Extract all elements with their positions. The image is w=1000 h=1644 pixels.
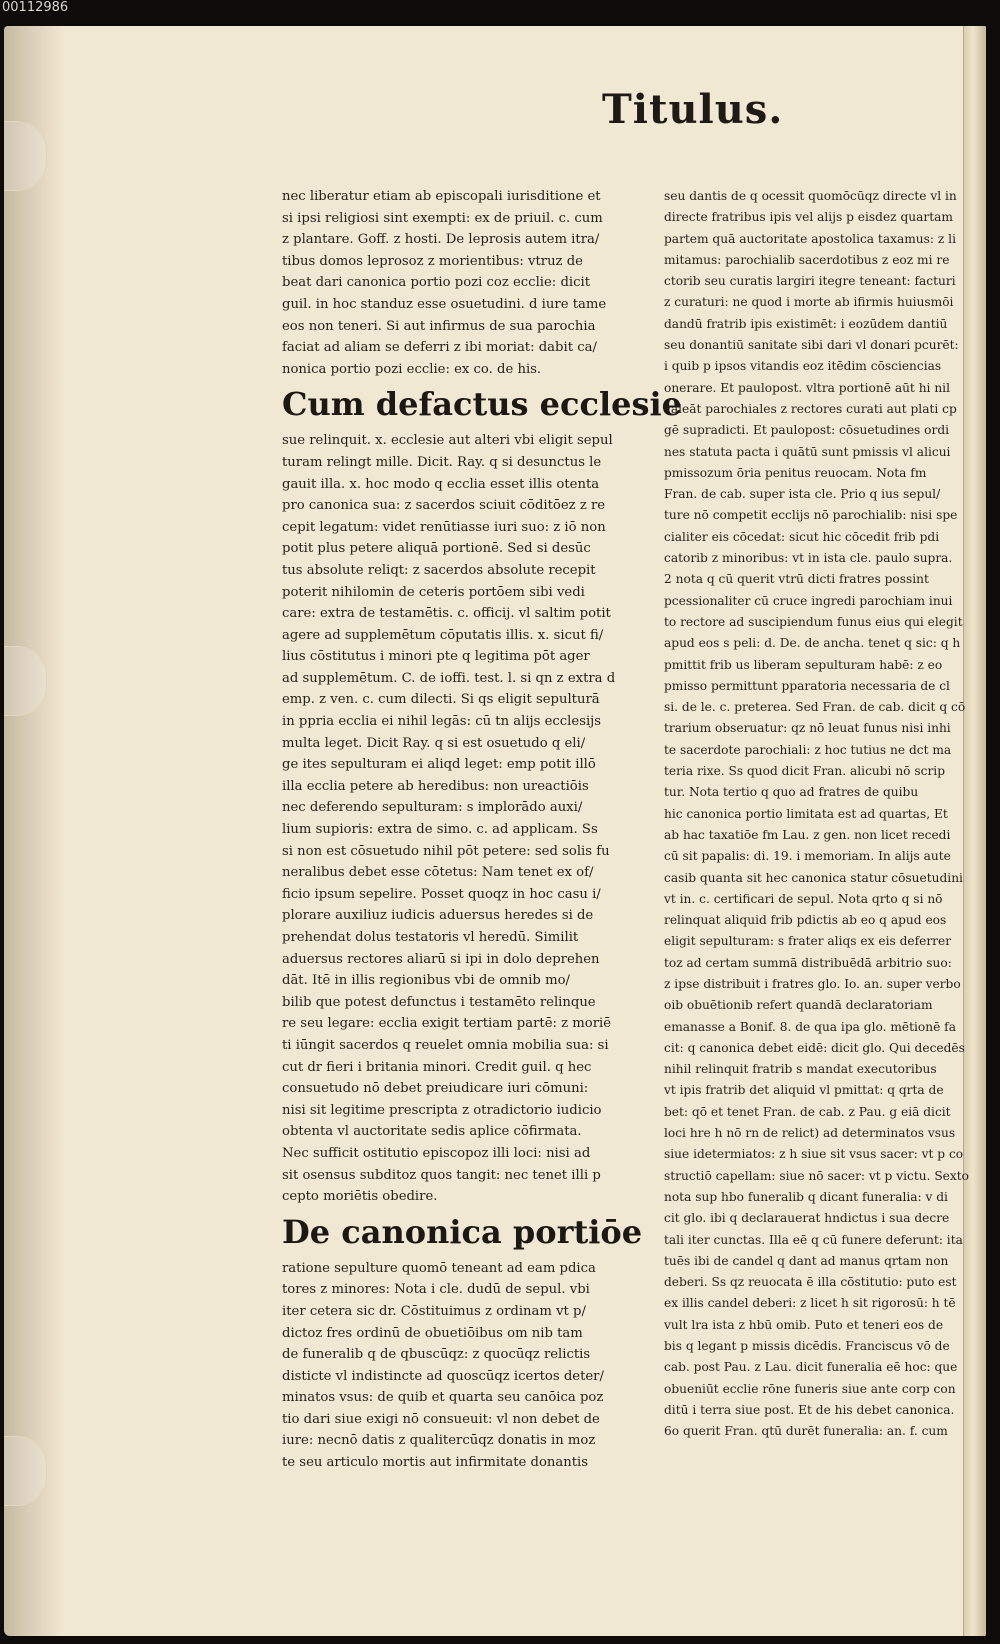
- text-line: 2 nota q cū querit vtrū dicti fratres possint: [664, 572, 929, 587]
- text-line: cab. post Pau. z Lau. dicit funeralia eē hoc: que: [664, 1360, 958, 1375]
- text-line: onerare. Et paulopost. vltra portionē aūt hi nil: [664, 380, 950, 395]
- text-line: cialiter eis cōcedat: sicut hic cōcedit frib pdi: [664, 529, 940, 544]
- text-line: valeāt parochiales z rectores curati aut plati cp: [664, 401, 957, 416]
- text-line: tali iter cunctas. Illa eē q cū funere deferunt: ita: [664, 1232, 963, 1247]
- text-line: de funeralib q de qbuscūqz: z quocūqz relictis: [282, 1347, 591, 1363]
- text-line: cepit legatum: videt renūtiasse iuri suo: z iō non: [282, 519, 606, 535]
- text-line: nec liberatur etiam ab episcopali iurisditione et: [282, 189, 601, 204]
- text-line: poterit nihilomin de ceteris portōem sibi vedi: [282, 584, 585, 600]
- text-line: minatos vsus: de quib et quarta seu canōica poz: [282, 1390, 604, 1406]
- running-head-initial: T: [602, 86, 633, 133]
- text-line: multa leget. Dicit Ray. q si est osuetudo q eli/: [282, 735, 586, 751]
- text-line: pmisso permittunt pparatoria necessaria de cl: [664, 678, 950, 693]
- section-heading-1: Cum defactus ecclesie: [282, 385, 683, 424]
- left-column: [282, 186, 683, 1474]
- text-line: structiō capellam: siue nō sacer: vt p victu. Sexto: [664, 1168, 969, 1183]
- text-line: teria rixe. Ss quod dicit Fran. alicubi nō scrip: [664, 764, 945, 779]
- text-line: trarium obseruatur: qz nō leuat funus nisi inhi: [664, 721, 951, 736]
- text-line: directe fratribus ipis vel alijs p eisdez quartam: [664, 210, 953, 225]
- text-line: plorare auxiliuz iudicis aduersus heredes si de: [282, 908, 594, 924]
- text-line: relinquat aliquid frib pdictis ab eo q apud eos: [664, 913, 947, 928]
- text-line: si non est cōsuetudo nihil pōt petere: sed solis fu: [282, 843, 610, 859]
- text-line: ex illis candel deberi: z licet h sit rigorosū: h tē: [664, 1296, 956, 1311]
- text-line: ab hac taxatiōe fm Lau. z gen. non licet recedi: [664, 827, 951, 842]
- text-line: vt ipis fratrib det aliquid vl pmittat: q qrta de: [664, 1083, 944, 1098]
- text-line: ratione sepulture quomō teneant ad eam pdica: [282, 1260, 596, 1276]
- text-line: tur. Nota tertio q quo ad fratres de quibu: [664, 785, 919, 800]
- text-line: ge ites sepulturam ei aliqd leget: emp potit illō: [282, 757, 596, 773]
- text-block-3: [282, 1258, 632, 1474]
- text-line: disticte vl indistincte ad quoscūqz icertos deter/: [282, 1368, 604, 1384]
- text-line: eligit sepulturam: s frater aliqs ex eis deferrer: [664, 934, 952, 949]
- running-head: [602, 86, 783, 133]
- text-line: nihil relinquit fratrib s mandat executoribus: [664, 1062, 937, 1077]
- text-line: aduersus rectores aliarū si ipi in dolo deprehen: [282, 951, 600, 967]
- text-line: z curaturi: ne quod i morte ab ifirmis huiusmōi: [664, 295, 954, 310]
- text-line: Fran. de cab. super ista cle. Prio q ius sepul/: [664, 487, 941, 502]
- text-line: z ipse distribuit i fratres glo. Io. an. super verbo: [664, 976, 961, 991]
- text-line: tio dari siue exigi nō consueuit: vl non debet de: [282, 1411, 600, 1427]
- text-line: ture nō competit ecclijs nō parochialib: nisi spe: [664, 508, 958, 523]
- text-line: to rectore ad suscipiendum funus eius qui elegit: [664, 614, 963, 629]
- text-line: deberi. Ss qz reuocata ē illa cōstitutio: puto est: [664, 1275, 957, 1290]
- text-line: gē supradicti. Et paulopost: cōsuetudines ordi: [664, 423, 950, 438]
- text-line: turam relingt mille. Dicit. Ray. q si desunctus le: [282, 454, 602, 470]
- gutter-shadow: [4, 26, 64, 1636]
- text-line: i quib p ipsos vitandis eoz itēdim cōsciencias: [664, 359, 942, 374]
- text-line: si ipsi religiosi sint exempti: ex de priuil. c. cum: [282, 210, 603, 226]
- text-line: ficio ipsum sepelire. Posset quoqz in hoc casu i/: [282, 886, 601, 902]
- text-line: cū sit papalis: di. 19. i memoriam. In alijs aute: [664, 849, 951, 864]
- text-line: re seu legare: ecclia exigit tertiam partē: z moriē: [282, 1016, 612, 1032]
- text-line: faciat ad aliam se deferri z ibi moriat: dabit ca/: [282, 340, 597, 356]
- text-line: nisi sit legitime prescripta z otradictorio iudicio: [282, 1102, 602, 1118]
- text-line: tibus domos leprosoz z morientibus: vtruz de: [282, 253, 583, 269]
- text-line: siue idetermiatos: z h siue sit vsus sacer: vt p co: [664, 1147, 964, 1162]
- text-line: nota sup hbo funeralib q dicant funeralia: v di: [664, 1189, 948, 1204]
- text-line: obtenta vl auctoritate sedis aplice cōfirmata.: [282, 1124, 582, 1140]
- text-line: ditū i terra siue post. Et de his debet canonica.: [664, 1402, 955, 1417]
- text-line: te seu articulo mortis aut infirmitate donantis: [282, 1455, 589, 1471]
- scan-label: 00112986: [2, 0, 69, 15]
- text-line: vt in. c. certificari de sepul. Nota qrto q si nō: [664, 891, 943, 906]
- text-line: tus absolute reliqt: z sacerdos absolute recepit: [282, 562, 596, 578]
- book-page: [4, 26, 986, 1636]
- section-heading-2: De canonica portiōe: [282, 1212, 643, 1251]
- text-line: ti iūngit sacerdos q reuelet omnia mobilia sua: si: [282, 1037, 609, 1053]
- text-line: 6o querit Fran. qtū durēt funeralia: an. f. cum: [664, 1424, 948, 1439]
- text-line: apud eos s peli: d. De. de ancha. tenet q sic: q h: [664, 636, 961, 651]
- text-line: gauit illa. x. hoc modo q ecclia esset illis otenta: [282, 476, 600, 492]
- text-line: vult lra ista z hbū omib. Puto et teneri eos de: [664, 1317, 944, 1332]
- text-line: sue relinquit. x. ecclesie aut alteri vbi eligit sepul: [282, 433, 613, 449]
- text-line: cit glo. ibi q declarauerat hndictus i sua decre: [664, 1211, 950, 1226]
- text-line: dictoz fres ordinū de obuetiōibus om nib tam: [282, 1325, 583, 1341]
- text-line: dāt. Itē in illis regionibus vbi de omnib mo/: [282, 973, 570, 989]
- text-line: agere ad supplemētum cōputatis illis. x. sicut fi/: [282, 627, 604, 643]
- running-head-rest: itulus.: [632, 86, 784, 133]
- text-line: sit osensus subditoz quos tangit: nec tenet illi p: [282, 1167, 601, 1183]
- text-line: neralibus debet esse cōtetus: Nam tenet ex of/: [282, 865, 594, 881]
- text-line: emanasse a Bonif. 8. de qua ipa glo. mētionē fa: [664, 1019, 956, 1034]
- text-line: tores z minores: Nota i cle. dudū de sepul. vbi: [282, 1282, 590, 1298]
- text-line: nec deferendo sepulturam: s implorādo auxi/: [282, 800, 583, 816]
- text-line: toz ad certam summā distribuēdā arbitrio suo:: [664, 955, 952, 970]
- text-line: emp. z ven. c. cum dilecti. Si qs eligit sepulturā: [282, 692, 600, 708]
- text-line: lius cōstitutus i minori pte q legitima pōt ager: [282, 649, 590, 665]
- text-line: bilib que potest defunctus i testamēto relinque: [282, 994, 596, 1010]
- text-line: seu dantis de q ocessit quomōcūqz directe vl in: [664, 189, 957, 203]
- text-line: cit: q canonica debet eidē: dicit glo. Qui decedēs: [664, 1040, 965, 1055]
- text-line: tuēs ibi de candel q dant ad manus qrtam non: [664, 1253, 949, 1268]
- text-line: consuetudo nō debet preiudicare iuri cōmuni:: [282, 1081, 589, 1097]
- text-line: bis q legant p missis dicēdis. Franciscus vō de: [664, 1339, 950, 1354]
- text-line: dandū fratrib ipis existimēt: i eozūdem dantiū: [664, 316, 948, 331]
- text-line: casib quanta sit hec canonica statur cōsuetudini: [664, 870, 963, 885]
- text-block-2: [282, 430, 632, 1207]
- text-line: lium supioris: extra de simo. c. ad applicam. Ss: [282, 822, 598, 838]
- text-line: obueniūt ecclie rōne funeris siue ante corp con: [664, 1381, 956, 1396]
- text-line: z plantare. Goff. z hosti. De leprosis autem itra/: [282, 232, 600, 248]
- text-line: pmissozum ōria penitus reuocam. Nota fm: [664, 465, 927, 480]
- text-line: prehendat dolus testatoris vl heredū. Similit: [282, 930, 579, 945]
- text-line: Nec sufficit ostitutio episcopoz illi loci: nisi ad: [282, 1145, 591, 1161]
- text-line: si. de le. c. preterea. Sed Fran. de cab. dicit q cō: [664, 700, 966, 715]
- text-line: nonica portio pozi ecclie: ex co. de his.: [282, 361, 542, 377]
- text-line: cepto moriētis obedire.: [282, 1189, 438, 1205]
- text-line: cut dr fieri i britania minori. Credit guil. q hec: [282, 1059, 592, 1075]
- text-line: ctorib seu curatis largiri itegre teneant: facturi: [664, 274, 956, 289]
- text-line: pmittit frib us liberam sepulturam habē: z eo: [664, 657, 943, 672]
- text-line: beat dari canonica portio pozi coz ecclie: dicit: [282, 275, 591, 291]
- text-line: potit plus petere aliquā portionē. Sed si desūc: [282, 541, 591, 557]
- text-line: pro canonica sua: z sacerdos sciuit cōditōez z re: [282, 498, 606, 514]
- text-line: bet: qō et tenet Fran. de cab. z Pau. g eiā dicit: [664, 1104, 951, 1119]
- text-line: eos non teneri. Si aut infirmus de sua parochia: [282, 318, 596, 334]
- text-line: hic canonica portio limitata est ad quartas, Et: [664, 806, 948, 821]
- text-line: seu donantiū sanitate sibi dari vl donari pcurēt:: [664, 338, 959, 353]
- text-line: pcessionaliter cū cruce ingredi parochiam inui: [664, 593, 953, 608]
- text-line: iure: necnō datis z qualitercūqz donatis in moz: [282, 1433, 596, 1449]
- text-line: catorib z minoribus: vt in ista cle. paulo supra.: [664, 551, 953, 566]
- text-line: mitamus: parochialib sacerdotibus z eoz mi re: [664, 252, 950, 267]
- text-line: care: extra de testamētis. c. officij. vl saltim potit: [282, 606, 611, 622]
- text-line: oib obuētionib refert quandā declaratoriam: [664, 998, 933, 1013]
- text-line: iter cetera sic dr. Cōstituimus z ordinam vt p/: [282, 1303, 586, 1319]
- text-block-1: [282, 186, 632, 380]
- text-line: loci hre h nō rn de relict) ad determinatos vsus: [664, 1126, 956, 1141]
- text-line: in ppria ecclia ei nihil legās: cū tn alijs ecclesijs: [282, 714, 602, 730]
- text-line: ad supplemētum. C. de ioffi. test. l. si qn z extra d: [282, 670, 616, 686]
- text-line: illa ecclia petere ab heredibus: non ureactiōis: [282, 778, 589, 794]
- text-line: te sacerdote parochiali: z hoc tutius ne dct ma: [664, 742, 952, 757]
- text-line: nes statuta pacta i quātū sunt pmissis vl alicui: [664, 444, 951, 459]
- text-line: partem quā auctoritate apostolica taxamus: z li: [664, 231, 956, 246]
- text-line: guil. in hoc standuz esse osuetudini. d iure tame: [282, 296, 607, 312]
- right-column: [664, 186, 974, 1443]
